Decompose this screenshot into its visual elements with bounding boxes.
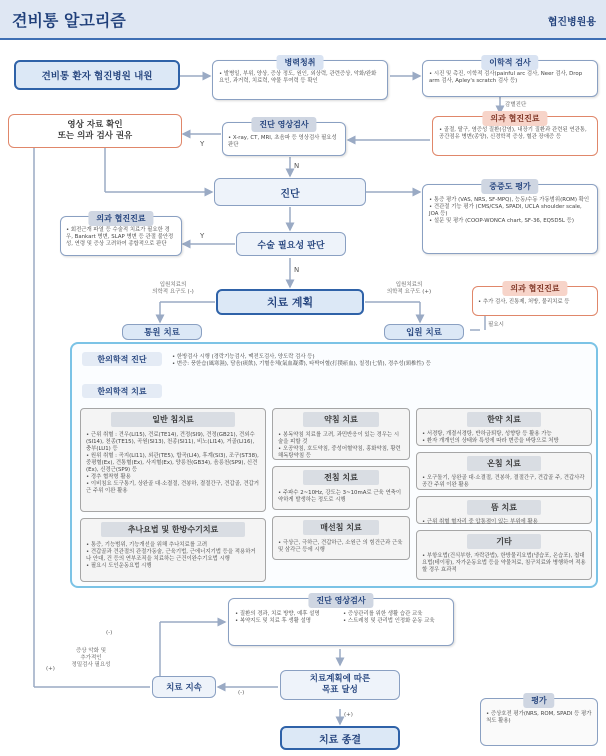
- continue-label: 치료 지속: [166, 683, 202, 693]
- no-label-2: N: [294, 266, 300, 274]
- follow-imaging-title: 진단 영상검사: [308, 593, 373, 608]
- acupuncture-box: [80, 408, 266, 512]
- page-subtitle: 협진병원용: [547, 17, 596, 28]
- diagnosis-label: 진단: [280, 188, 300, 200]
- minus-sign-2: (-): [238, 690, 245, 696]
- warm-needle-box: [416, 452, 592, 490]
- moxibustion-box: [416, 496, 592, 524]
- other-treatment-title: 기타: [467, 534, 541, 549]
- physical-exam-title: 이학적 검사: [481, 55, 538, 70]
- imaging-test-text: • X-ray, CT, MRI, 초음파 등 영상검사 필요성 판단: [228, 135, 337, 148]
- moxibustion-title: 뜸 치료: [467, 500, 541, 515]
- need-right-label: 입원치료의 의학적 요구도 (+): [386, 282, 432, 295]
- warm-needle-text: • 오구돌기, 상완골 대·소결절, 견봉하, 결절간구, 견갑골 주, 견갑사각공간 주위 이완 활용: [422, 475, 585, 488]
- severity-text: • 통증 평가 (VAS, NRS, SF-MPQ), 능동/수동 가동범위(ROM) 확인 • 견관절 기능 평가 (CMS/CSA, SPADI, UCLA shoulder scale, JOA 등) • 설문 및 평가 (COOP-WONCA chart, SF-36, EQ5D5L 등): [429, 197, 590, 224]
- need-label: 필요시: [488, 322, 504, 328]
- consult-left-text: • 회전근개 파열 등 수술적 치료가 필요한 경우, Bankart 병변, SLAP 병변 등 관절 불안정성, 연령 및 증상 고려하여 종합적으로 판단: [66, 227, 174, 247]
- chuna-text: • 통증, 기능범위, 기능개선을 위해 추나치료를 고려 • 견갑골과 견관절의 관절가동술, 근육기법, 근에너지기법 등을 적용하거나 안대, 건 등의 연부조직을 치료하는 근건이완수기요법 시행 • 필요시 도인운동요법 시행: [86, 542, 256, 569]
- history-text: • 발병일, 부위, 양상, 증상 정도, 원인, 외상력, 관련증상, 악화/완화 요인, 과거력, 치료력, 약물 투여력 등 확인: [219, 71, 377, 84]
- follow-imaging-col1: • 질환의 경과, 치료 방향, 예후 설명 • 복약지도 및 치료 후 생활 설명: [235, 611, 320, 624]
- other-treatment-text: • 부항요법(건식부항, 자락관법), 한방물리요법(냉습포, 온습포), 첩대요법(테이핑), 자가운동요법 등을 약물처료, 침구치료와 병행하여 적용할 경우 효과적: [422, 553, 586, 573]
- pharmacopuncture-title: 약침 치료: [303, 412, 379, 427]
- herbal-title: 한약 치료: [467, 412, 541, 427]
- consult-right-title: 의과 협진진료: [502, 281, 567, 296]
- need-left-label: 입원치료의 의학적 요구도 (-): [152, 282, 194, 295]
- end-node: [280, 726, 400, 750]
- no-label-1: N: [294, 162, 300, 170]
- moxibustion-text: • 근위 취혈 혈자리 중 압통점이 있는 부위에 활용: [422, 519, 538, 525]
- plus-sign-2: (+): [344, 712, 353, 718]
- imaging-confirm-box: [8, 114, 182, 148]
- electroacupuncture-text: • 주파수 2~10Hz, 강도는 3~10mA로 근육 연축이 약하게 발생하는 정도로 시행: [278, 490, 402, 503]
- treatment-plan-label: 치료 계획: [266, 296, 314, 309]
- consult-top-box: [432, 116, 598, 156]
- km-treatment-title: 한의학적 치료: [97, 386, 147, 396]
- diff-diagnosis-label: 감별진단: [505, 102, 527, 108]
- physical-exam-box: [422, 60, 598, 97]
- follow-imaging-box: [228, 598, 454, 646]
- consult-top-text: • 골절, 탈구, 염증성 질환(감염), 내장기 질환과 관련된 연관통, 공간점유 병변(종양), 신경학적 증상, 혈관 장애증 등: [439, 127, 587, 140]
- thread-embedding-text: • 극상근, 극하근, 견갑하근, 소원근 의 힘건근과 근육 및 삼각근 등에 시행: [278, 540, 403, 553]
- severity-box: [422, 184, 598, 254]
- acupuncture-text: • 근위 취혈 : 견우(LI15), 견료(TE14), 견정(SI9), 견정(GB21), 견외수(SI14), 천종(TE15), 곡원(SI13), 천종(SI11), 비노(LI14), 거골(LI16), 충부(LU1) 등 • 원위 취혈 : 곡지(LI11), 외관(TE5), 합곡(LI4), 후계(SI3), 조구(ST38), 중평혈(Ex), 견통혈(Ex), 사지혈(Ex), 양릉천(GB34), 음릉천(SP9), 신견(Ex), 신경근(SP9) 등 • 경추 협착형 활용 • 이비침요 도구통기, 상완골 대·소결절, 견봉하, 결절간구, 견갑골, 견갑거근 주위 이완 활용: [86, 432, 259, 494]
- history-box: [212, 60, 388, 100]
- yes-label-2: Y: [200, 232, 205, 240]
- goal-node: [280, 670, 400, 700]
- severity-title: 중증도 평가: [481, 179, 538, 194]
- electroacupuncture-box: [272, 466, 410, 510]
- start-node: [14, 60, 180, 90]
- evaluation-text: • 증상호전 평가(NRS, ROM, SPADI 등 평가 척도 활용): [486, 711, 592, 724]
- thread-embedding-box: [272, 516, 410, 560]
- herbal-text: • 서경탕, 개결서경탕, 반하금퇴탕, 성향탕 등 활용 가능 • 환자 개개인의 상태와 특성에 따라 변증을 바탕으로 처방: [422, 431, 559, 444]
- imaging-confirm-label: 영상 자료 확인 또는 의과 검사 권유: [57, 120, 133, 141]
- page-title: 견비통 알고리즘: [12, 11, 126, 30]
- other-treatment-box: [416, 530, 592, 580]
- imaging-test-box: [222, 122, 346, 156]
- physical-exam-text: • 시진 및 촉진, 이학적 검사(painful arc 검사, Neer 검사, Drop arm 검사, Apley's scratch 검사 등): [429, 71, 583, 84]
- history-title: 병력청취: [277, 55, 324, 70]
- thread-embedding-title: 매선침 치료: [303, 520, 379, 535]
- herbal-box: [416, 408, 592, 446]
- consult-right-box: [472, 286, 598, 316]
- consult-right-text: • 추가 검사, 진통제, 처방, 물리치료 등: [478, 299, 570, 305]
- evaluation-title: 평가: [523, 693, 554, 708]
- km-treatment-title-box: [82, 384, 162, 398]
- evaluation-box: [480, 698, 598, 746]
- warm-needle-title: 온침 치료: [467, 456, 541, 471]
- consult-top-title: 의과 협진진료: [482, 111, 547, 126]
- outpatient-label: 통원 치료: [144, 328, 180, 338]
- electroacupuncture-title: 전침 치료: [303, 470, 379, 485]
- goal-label: 치료계획에 따른 목표 달성: [309, 674, 371, 695]
- outpatient-node: [122, 324, 202, 340]
- follow-imaging-col2: • 증상관리를 위한 생활 습관 교육 • 스트레칭 및 관리법 인정화 운동 교육: [343, 611, 435, 624]
- surgery-node: [236, 232, 346, 256]
- diagnosis-node: [214, 178, 366, 206]
- km-diagnosis-title: 한의학적 진단: [97, 354, 147, 364]
- treatment-plan-node: [216, 289, 364, 315]
- plus-sign-1: (+): [46, 666, 55, 672]
- worsening-note: 증상 악화 및 추가적인 정밀검사 필요성: [71, 648, 111, 668]
- start-label: 견비통 환자 협진병원 내원: [41, 71, 153, 82]
- consult-left-box: [60, 216, 182, 256]
- km-diagnosis-title-box: [82, 352, 162, 366]
- minus-sign-1: (-): [106, 630, 113, 636]
- km-diagnosis-text: • 한방검사 시행 (경락기능검사, 맥전도검사, 양도락 검사 등) • 변증: 풍한습(風寒濕), 담음(痰飮), 기혈응체(氣血凝滯), 타박어혈(打撲瘀血), 칠정(七情), 경추성(頸椎性) 등: [172, 354, 431, 367]
- chuna-box: [80, 518, 266, 582]
- imaging-test-title: 진단 영상검사: [251, 117, 316, 132]
- end-label: 치료 종결: [318, 734, 362, 746]
- pharmacopuncture-box: [272, 408, 410, 460]
- continue-node: [152, 676, 216, 698]
- chuna-title: 추나요법 및 한방수기치료: [101, 522, 245, 537]
- inpatient-node: [384, 324, 464, 340]
- pharmacopuncture-text: • 봉독약침 치료를 고려, 과민반응이 있는 경우는 시술을 피할 것 • 오공약침, 호도약침, 중성어혈약침, 홍화약침, 황련해독탕약침 등: [278, 432, 401, 459]
- inpatient-label: 입원 치료: [406, 328, 442, 338]
- consult-left-title: 의과 협진진료: [88, 211, 153, 226]
- acupuncture-title: 일반 침치료: [111, 412, 235, 427]
- surgery-label: 수술 필요성 판단: [257, 240, 325, 251]
- yes-label-1: Y: [200, 140, 205, 148]
